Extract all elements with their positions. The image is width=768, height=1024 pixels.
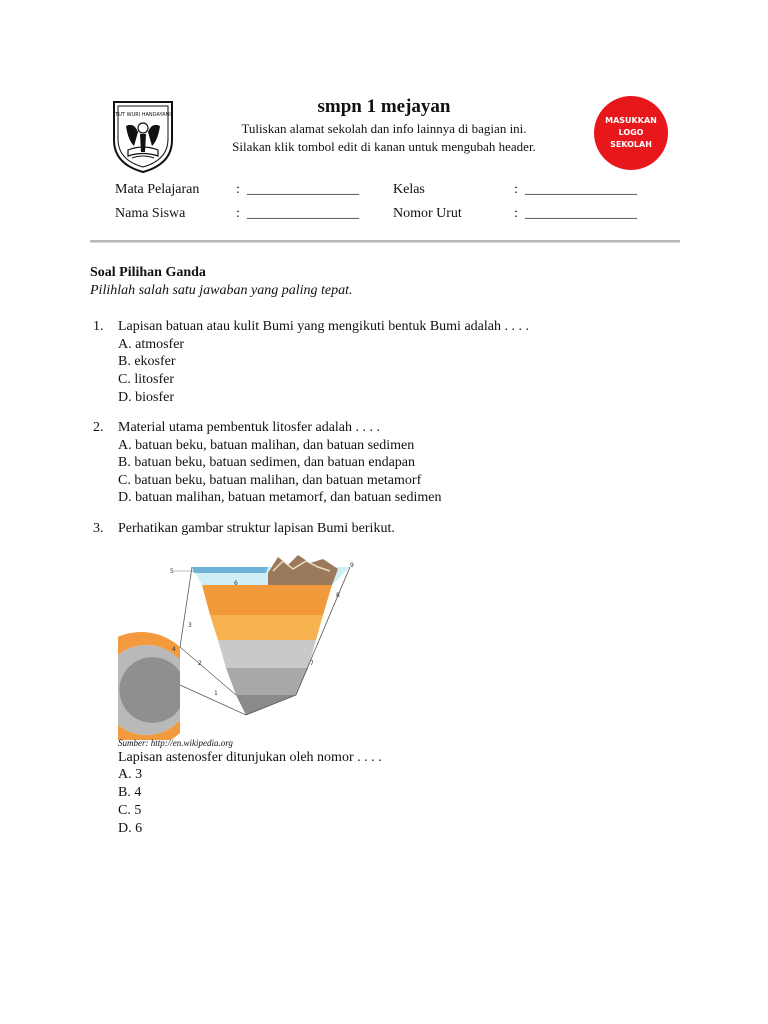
question-3-option-b[interactable]: B. 4 xyxy=(118,785,142,800)
caption-prefix: Sumber: xyxy=(118,738,149,748)
logo-placeholder-line-1: MASUKKAN xyxy=(605,116,657,125)
label-kelas: Kelas xyxy=(393,182,425,197)
blank-nama-siswa[interactable]: ________________ xyxy=(247,206,359,221)
label-nomor-urut: Nomor Urut xyxy=(393,206,462,221)
question-2-option-b[interactable]: B. batuan beku, batuan sedimen, dan batuan endapan xyxy=(118,455,416,470)
svg-text:8: 8 xyxy=(336,592,340,599)
section-title: Soal Pilihan Ganda xyxy=(90,265,206,280)
question-1-option-d[interactable]: D. biosfer xyxy=(118,390,174,405)
figure-caption xyxy=(118,738,233,748)
school-logo-placeholder[interactable] xyxy=(588,96,674,170)
question-2-number: 2. xyxy=(93,420,104,435)
svg-text:4: 4 xyxy=(172,646,176,653)
svg-text:1: 1 xyxy=(214,690,218,697)
label-mata-pelajaran: Mata Pelajaran xyxy=(115,182,200,197)
svg-text:6: 6 xyxy=(234,580,238,587)
question-1-text: Lapisan batuan atau kulit Bumi yang mengikuti bentuk Bumi adalah . . . . xyxy=(118,319,529,334)
question-3-number: 3. xyxy=(93,521,104,536)
question-2-option-c[interactable]: C. batuan beku, batuan malihan, dan batuan metamorf xyxy=(118,473,422,488)
svg-text:7: 7 xyxy=(310,660,314,667)
colon: : xyxy=(514,182,518,197)
earth-layers-figure xyxy=(118,555,368,740)
question-3-option-d[interactable]: D. 6 xyxy=(118,821,143,836)
svg-text:3: 3 xyxy=(188,622,192,629)
header-info-line-1: Tuliskan alamat sekolah dan info lainnya di bagian ini. xyxy=(241,121,527,136)
school-name: smpn 1 mejayan xyxy=(317,96,451,117)
question-2-option-d[interactable]: D. batuan malihan, batuan metamorf, dan batuan sedimen xyxy=(118,490,442,505)
svg-text:9: 9 xyxy=(350,562,354,569)
section-instruction: Pilihlah salah satu jawaban yang paling tepat. xyxy=(90,283,353,298)
question-1-option-c[interactable]: C. litosfer xyxy=(118,372,174,387)
question-1-option-b[interactable]: B. ekosfer xyxy=(118,354,176,369)
colon: : xyxy=(236,182,240,197)
question-3-option-a[interactable]: A. 3 xyxy=(118,767,143,782)
question-3-option-c[interactable]: C. 5 xyxy=(118,803,142,818)
question-2-text: Material utama pembentuk litosfer adalah . . . . xyxy=(118,420,381,435)
header-info-line-2: Silakan klik tombol edit di kanan untuk mengubah header. xyxy=(232,139,536,154)
header-divider xyxy=(90,240,680,243)
question-3-followup: Lapisan astenosfer ditunjukan oleh nomor . . . . xyxy=(118,750,382,765)
question-3-text: Perhatikan gambar struktur lapisan Bumi berikut. xyxy=(118,521,395,536)
logo-placeholder-line-3: SEKOLAH xyxy=(610,140,652,149)
blank-kelas[interactable]: ________________ xyxy=(525,182,637,197)
logo-placeholder-line-2: LOGO xyxy=(618,128,644,137)
question-1-option-a[interactable]: A. atmosfer xyxy=(118,337,185,352)
field-row-2 xyxy=(0,206,768,226)
blank-nomor-urut[interactable]: ________________ xyxy=(525,206,637,221)
colon: : xyxy=(514,206,518,221)
svg-text:5: 5 xyxy=(170,568,174,575)
svg-text:2: 2 xyxy=(198,660,202,667)
caption-source[interactable]: http://en.wikipedia.org xyxy=(150,738,233,748)
question-1-number: 1. xyxy=(93,319,104,334)
svg-text:TUT WURI HANDAYANI: TUT WURI HANDAYANI xyxy=(115,112,171,118)
field-row-1 xyxy=(0,182,768,202)
blank-mata-pelajaran[interactable]: ________________ xyxy=(247,182,359,197)
colon: : xyxy=(236,206,240,221)
label-nama-siswa: Nama Siswa xyxy=(115,206,186,221)
question-2-option-a[interactable]: A. batuan beku, batuan malihan, dan batuan sedimen xyxy=(118,438,415,453)
